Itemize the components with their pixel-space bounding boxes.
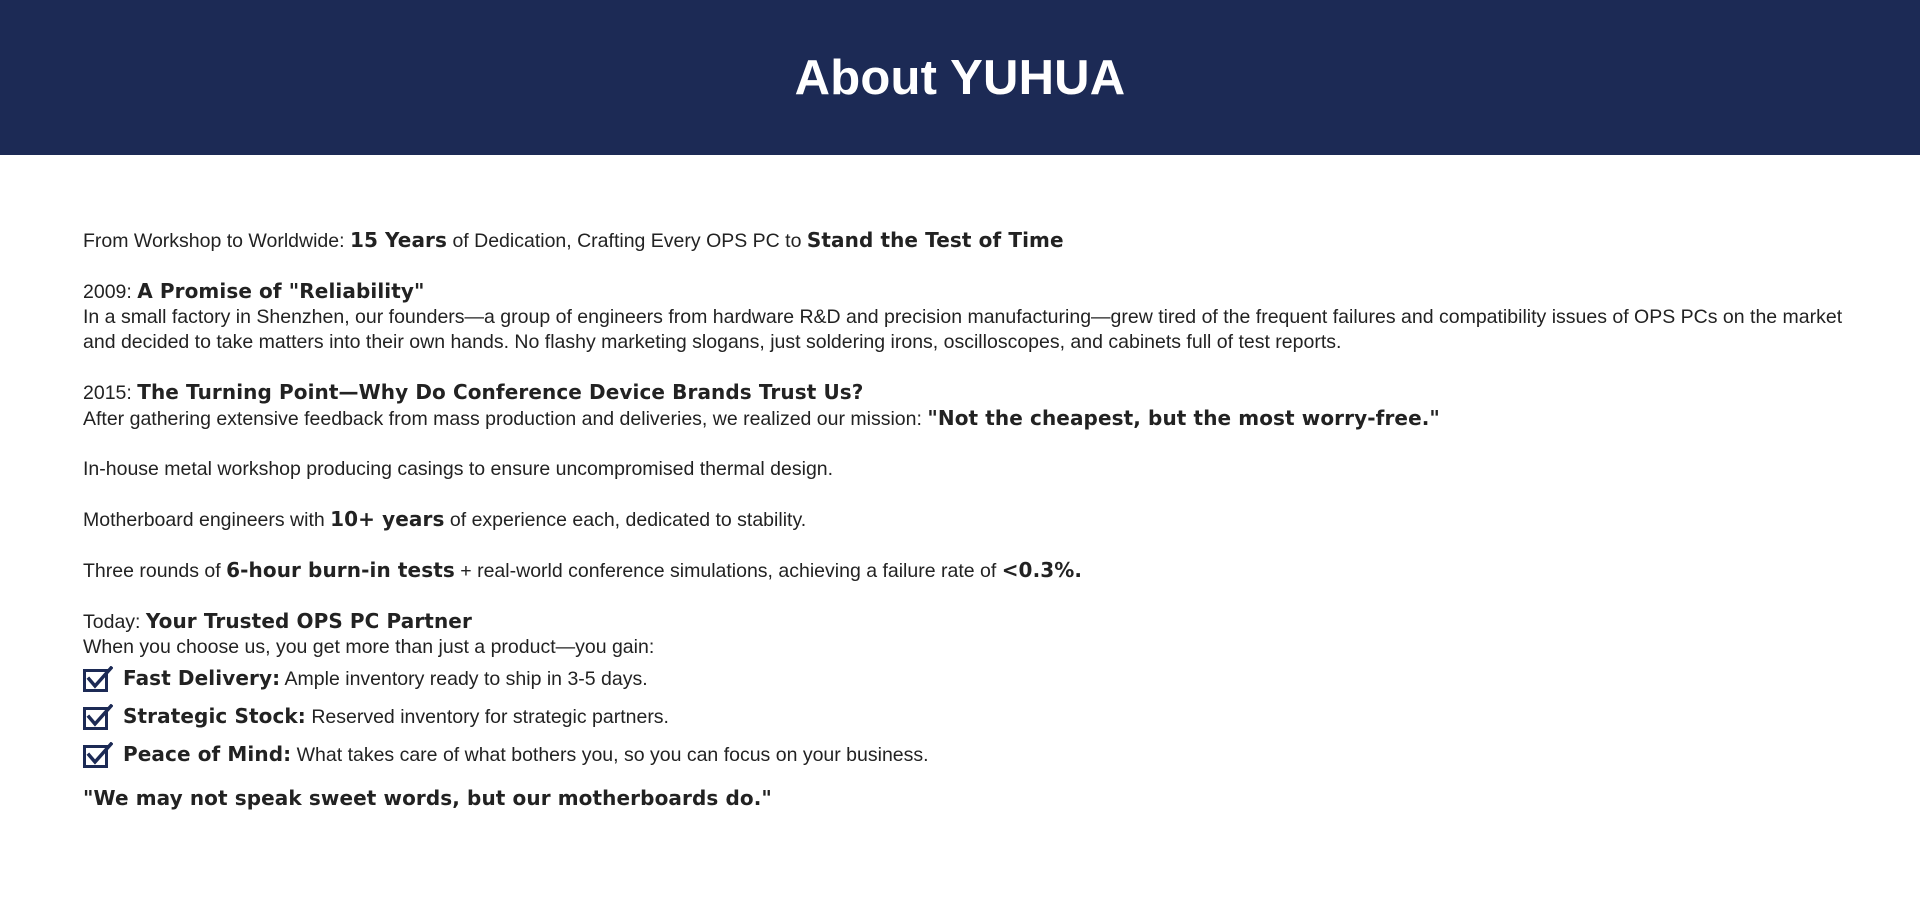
section-2015-year: 2015: [83, 382, 138, 404]
benefit-item [83, 660, 1853, 698]
checkbox-check-icon [83, 742, 113, 768]
today-heading [83, 609, 1853, 635]
benefit-description: What takes care of what bothers you, so you can focus on your business. [291, 744, 929, 766]
today-prefix: Today: [83, 611, 146, 633]
benefit-item [83, 698, 1853, 736]
benefit-description: Reserved inventory for strategic partners. [305, 706, 669, 728]
section-2009-body: In a small factory in Shenzhen, our founders—a group of engineers from hardware R&D and precision manufacturing—grew tired of the frequent failures and compatibility issues of OPS PCs on the market and decided to take matters into their own hands. No flashy marketing slogans, just soldering irons, oscilloscopes, and cabinets full of test reports. [83, 306, 1843, 353]
point-burn-in [83, 558, 1853, 584]
intro-bold-1: 15 Years [349, 228, 448, 252]
benefit-text [123, 704, 669, 730]
section-2009-heading [83, 279, 1853, 305]
benefit-text [123, 666, 648, 692]
point-engineers-pre: Motherboard engineers with [83, 509, 331, 531]
point-engineers-post: of experience each, dedicated to stability. [444, 509, 807, 531]
closing-quote-text: "We may not speak sweet words, but our motherboards do." [83, 786, 772, 810]
point-engineers [83, 507, 1853, 533]
benefit-label: Strategic Stock: [123, 704, 306, 728]
point-metal-workshop: In-house metal workshop producing casings to ensure uncompromised thermal design. [83, 458, 834, 480]
point-burn-in-bold: 6-hour burn-in tests [226, 558, 455, 582]
benefit-item [83, 736, 1853, 774]
section-2015-mission: "Not the cheapest, but the most worry-free." [927, 406, 1440, 430]
intro-bold-2: Stand the Test of Time [806, 228, 1064, 252]
point-engineers-bold: 10+ years [330, 507, 445, 531]
checkbox-check-icon [83, 704, 113, 730]
section-2015-body [83, 406, 1853, 432]
benefit-label: Fast Delivery: [123, 666, 281, 690]
today-body: When you choose us, you get more than just a product—you gain: [83, 636, 655, 658]
benefit-description: Ample inventory ready to ship in 3-5 days. [280, 668, 648, 690]
section-2009-title: A Promise of "Reliability" [137, 279, 425, 303]
about-content [83, 228, 1853, 812]
page-header [0, 0, 1920, 155]
point-burn-in-mid: + real-world conference simulations, achieving a failure rate of [454, 560, 1002, 582]
closing-quote [83, 786, 1853, 812]
section-2015-title: The Turning Point—Why Do Conference Device Brands Trust Us? [137, 380, 864, 404]
today-title: Your Trusted OPS PC Partner [145, 609, 472, 633]
intro-line [83, 228, 1853, 254]
benefit-label: Peace of Mind: [123, 742, 292, 766]
page-title: About YUHUA [794, 50, 1126, 105]
point-burn-in-pre: Three rounds of [83, 560, 227, 582]
section-2015-text: After gathering extensive feedback from mass production and deliveries, we realized our mission: [83, 408, 928, 430]
section-2009-year: 2009: [83, 281, 138, 303]
point-burn-in-rate: <0.3%. [1001, 558, 1083, 582]
intro-text-1: From Workshop to Worldwide: [83, 230, 350, 252]
section-2015-heading [83, 380, 1853, 406]
checkbox-check-icon [83, 666, 113, 692]
intro-text-2: of Dedication, Crafting Every OPS PC to [447, 230, 807, 252]
benefit-text [123, 742, 929, 768]
